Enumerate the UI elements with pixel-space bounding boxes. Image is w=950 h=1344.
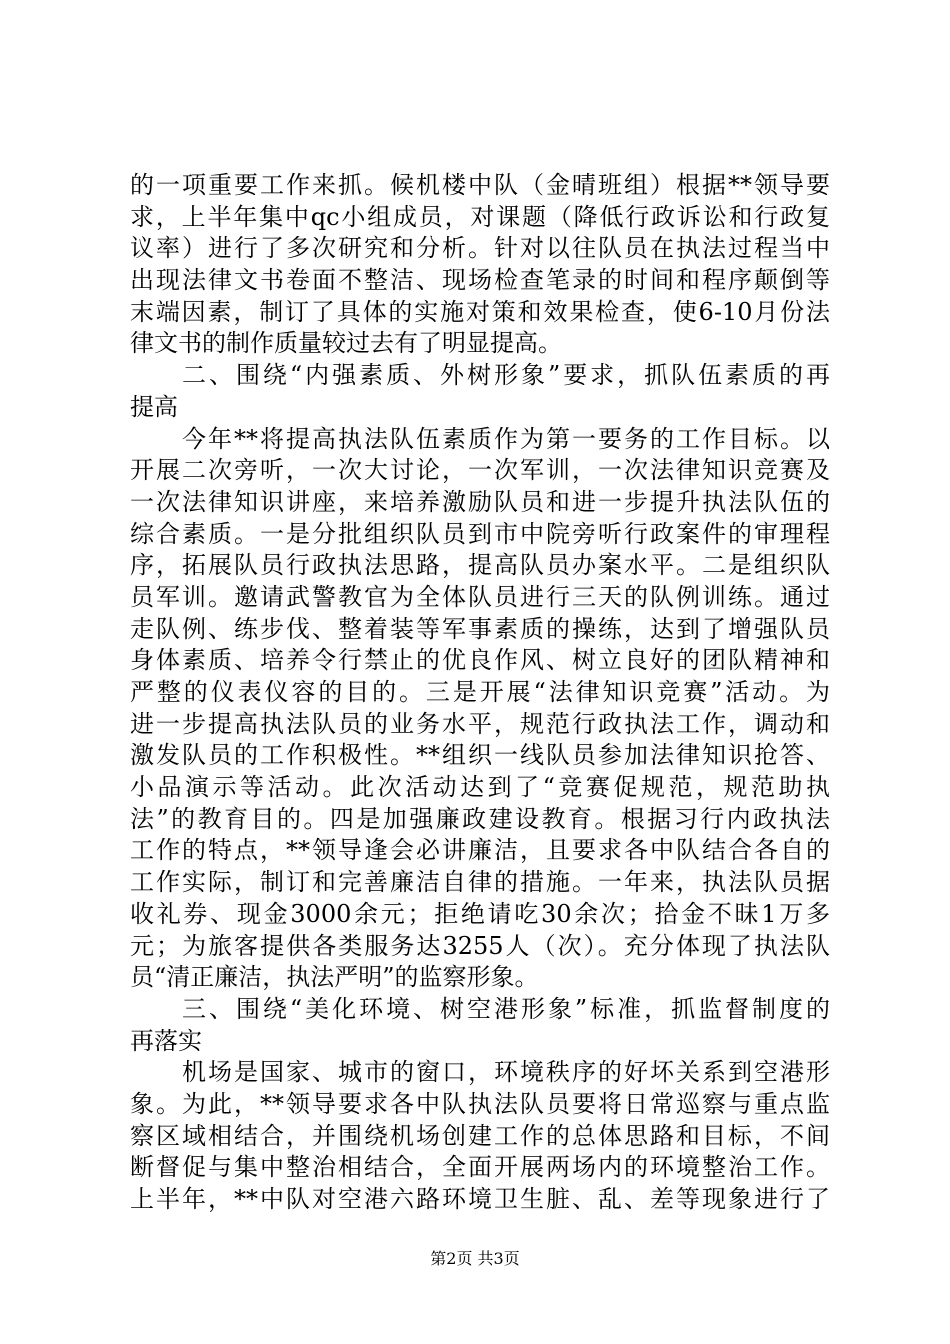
text-line: 今年**将提高执法队伍素质作为第一要务的工作目标。以: [182, 424, 830, 453]
text-line: 员军训。邀请武警教官为全体队员进行三天的队例训练。通过: [130, 582, 830, 611]
text-line: 开展二次旁听，一次大讨论，一次军训，一次法律知识竞赛及: [130, 456, 830, 485]
text-line: 议率）进行了多次研究和分析。针对以往队员在执法过程当中: [130, 234, 830, 263]
text-line: 进一步提高执法队员的业务水平，规范行政执法工作，调动和: [130, 709, 830, 738]
text-line: 严整的仪表仪容的目的。三是开展“法律知识竞赛”活动。为: [130, 678, 830, 706]
text-line: 三、围绕“美化环境、树空港形象”标准，抓监督制度的: [182, 994, 830, 1023]
text-line: 的一项重要工作来抓。候机楼中队（金晴班组）根据**领导要: [130, 171, 830, 199]
text-line: 法”的教育目的。四是加强廉政建设教育。根据习行内政执法: [130, 804, 830, 833]
text-line: 末端因素，制订了具体的实施对策和效果检查，使6-10月份法: [130, 297, 830, 326]
document-body: [130, 170, 830, 1216]
text-line: 收礼券、现金3000余元；拒绝请吃30余次；拾金不昧1万多: [130, 899, 830, 928]
text-line: 序，拓展队员行政执法思路，提高队员办案水平。二是组织队: [130, 551, 830, 580]
text-line: 出现法律文书卷面不整洁、现场检查笔录的时间和程序颠倒等: [130, 266, 830, 295]
text-line: 身体素质、培养令行禁止的优良作风、树立良好的团队精神和: [130, 646, 830, 675]
text-line: 工作的特点，**领导逢会必讲廉洁，且要求各中队结合各自的: [130, 836, 830, 865]
page-footer: 第2页 共3页: [430, 1249, 520, 1268]
text-line: 激发队员的工作积极性。**组织一线队员参加法律知识抢答、: [130, 741, 830, 770]
text-line: 再落实: [130, 1026, 202, 1055]
text-line: 元；为旅客提供各类服务达3255人（次）。充分体现了执法队: [130, 931, 830, 960]
text-line: 律文书的制作质量较过去有了明显提高。: [130, 329, 562, 358]
text-line: 工作实际，制订和完善廉洁自律的措施。一年来，执法队员据: [130, 868, 830, 897]
text-line: 走队例、练步伐、整着装等军事素质的操练，达到了增强队员: [130, 614, 830, 643]
text-line: 机场是国家、城市的窗口，环境秩序的好坏关系到空港形: [182, 1058, 830, 1087]
text-line: 一次法律知识讲座，来培养激励队员和进一步提升执法队伍的: [130, 487, 830, 516]
text-line: 断督促与集中整治相结合，全面开展两场内的环境整治工作。: [130, 1153, 830, 1182]
text-line: 二、围绕“内强素质、外树形象”要求，抓队伍素质的再: [182, 361, 830, 390]
text-line: 象。为此，**领导要求各中队执法队员要将日常巡察与重点监: [130, 1089, 830, 1118]
text-line: 提高: [130, 392, 178, 421]
text-line: 员“清正廉洁，执法严明”的监察形象。: [130, 963, 539, 992]
text-line: 察区域相结合，并围绕机场创建工作的总体思路和目标，不间: [130, 1121, 830, 1150]
text-line: 上半年，**中队对空港六路环境卫生脏、乱、差等现象进行了: [130, 1185, 830, 1213]
text-line: 小品演示等活动。此次活动达到了“竞赛促规范，规范助执: [130, 773, 830, 802]
text-line: 求，上半年集中qc小组成员，对课题（降低行政诉讼和行政复: [130, 202, 830, 231]
text-line: 综合素质。一是分批组织队员到市中院旁听行政案件的审理程: [130, 519, 830, 548]
